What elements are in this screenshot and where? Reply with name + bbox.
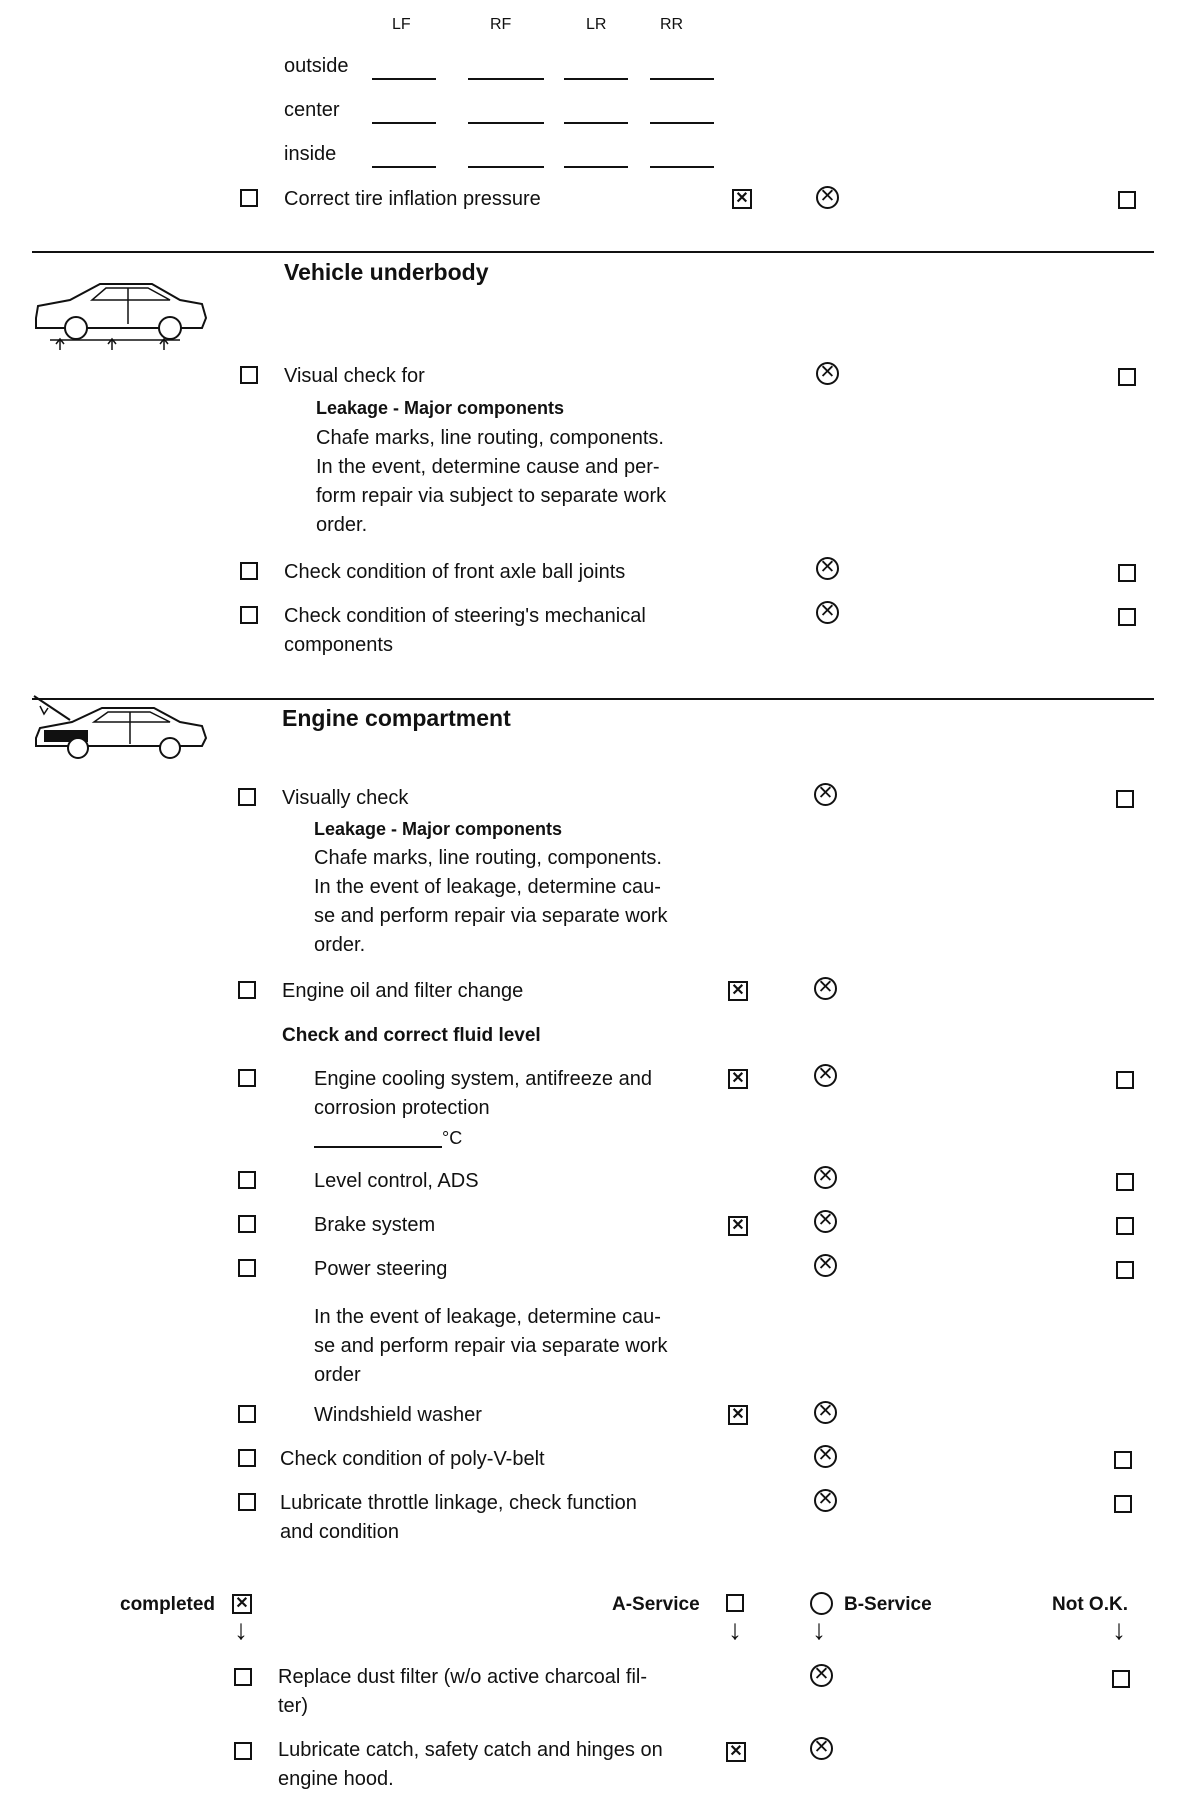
- checkbox-oil[interactable]: [238, 981, 256, 999]
- throttle-line: and condition: [280, 1521, 399, 1543]
- note-line: se and perform repair via separate work: [314, 1335, 668, 1357]
- down-arrow-icon: ↓: [234, 1614, 248, 1645]
- col-rr: RR: [660, 16, 684, 33]
- item-power-steering: Power steering: [314, 1258, 448, 1280]
- b-service-mark-icon: ✕: [816, 557, 839, 580]
- blank-center-lr[interactable]: [564, 122, 628, 124]
- checkbox-cooling[interactable]: [238, 1069, 256, 1087]
- not-ok-checkbox[interactable]: [1116, 790, 1134, 808]
- note-line: In the event of leakage, determine cau-: [314, 1306, 661, 1328]
- b-service-mark-icon: ✕: [814, 1445, 837, 1468]
- car-engine-icon: [30, 694, 208, 760]
- checkbox-steering[interactable]: [240, 606, 258, 624]
- not-ok-checkbox[interactable]: [1114, 1451, 1132, 1469]
- col-lr: LR: [586, 16, 607, 33]
- item-belt: Check condition of poly-V-belt: [280, 1448, 545, 1470]
- body-line: Chafe marks, line routing, components.: [316, 427, 664, 449]
- checkbox-hood[interactable]: [234, 1742, 252, 1760]
- item-steering: [284, 602, 646, 660]
- not-ok-checkbox[interactable]: [1118, 191, 1136, 209]
- item-underbody-visual-sub: Leakage - Major components: [316, 398, 565, 418]
- not-ok-checkbox[interactable]: [1118, 564, 1136, 582]
- body-line: form repair via subject to separate work: [316, 485, 667, 507]
- section-divider: [32, 251, 1154, 253]
- item-throttle: [280, 1489, 637, 1547]
- b-service-mark-icon: ✕: [814, 1210, 837, 1233]
- b-service-mark-icon: ✕: [810, 1737, 833, 1760]
- b-service-mark-icon: ✕: [814, 1166, 837, 1189]
- not-ok-checkbox[interactable]: [1116, 1261, 1134, 1279]
- b-service-mark-icon: ✕: [814, 977, 837, 1000]
- body-line: In the event of leakage, determine cau-: [314, 876, 661, 898]
- blank-inside-lf[interactable]: [372, 166, 436, 168]
- body-line: order.: [314, 934, 366, 956]
- body-line: se and perform repair via separate work: [314, 905, 668, 927]
- checkbox-engine-visual[interactable]: [238, 788, 256, 806]
- legend-b-service-icon: [810, 1592, 833, 1615]
- item-hood: [278, 1736, 663, 1794]
- item-cooling: [314, 1065, 652, 1123]
- item-brake: Brake system: [314, 1214, 436, 1236]
- checkbox-washer[interactable]: [238, 1405, 256, 1423]
- hood-line: Lubricate catch, safety catch and hinges on: [278, 1739, 663, 1761]
- blank-inside-rr[interactable]: [650, 166, 714, 168]
- temperature-blank[interactable]: [314, 1146, 442, 1148]
- section-title-underbody: Vehicle underbody: [284, 259, 489, 285]
- down-arrow-icon: ↓: [728, 1614, 742, 1645]
- item-oil: Engine oil and filter change: [282, 980, 524, 1002]
- row-outside: outside: [284, 55, 349, 77]
- item-level-control: Level control, ADS: [314, 1170, 479, 1192]
- b-service-mark-icon: ✕: [814, 1401, 837, 1424]
- body-line: order.: [316, 514, 368, 536]
- b-service-mark-icon: ✕: [816, 362, 839, 385]
- legend-completed: completed: [120, 1594, 216, 1615]
- dust-filter-line: ter): [278, 1695, 308, 1717]
- legend-b-service: B-Service: [844, 1594, 932, 1615]
- legend-a-service-icon: [726, 1594, 744, 1612]
- checkbox-underbody-visual[interactable]: [240, 366, 258, 384]
- blank-inside-lr[interactable]: [564, 166, 628, 168]
- item-underbody-visual: Visual check for: [284, 365, 425, 387]
- hood-line: engine hood.: [278, 1768, 394, 1790]
- b-service-mark-icon: ✕: [814, 783, 837, 806]
- item-dust-filter: [278, 1663, 647, 1721]
- not-ok-checkbox[interactable]: [1116, 1071, 1134, 1089]
- legend-not-ok: Not O.K.: [1052, 1594, 1128, 1615]
- legend-a-service: A-Service: [612, 1594, 700, 1615]
- down-arrow-icon: ↓: [812, 1614, 826, 1645]
- car-underbody-icon: [30, 270, 208, 352]
- checked-icon: ✕: [726, 1742, 746, 1762]
- throttle-line: Lubricate throttle linkage, check function: [280, 1492, 637, 1514]
- checked-icon: ✕: [728, 1216, 748, 1236]
- b-service-mark-icon: ✕: [810, 1664, 833, 1687]
- blank-center-lf[interactable]: [372, 122, 436, 124]
- steering-line: Check condition of steering's mechanical: [284, 605, 646, 627]
- not-ok-checkbox[interactable]: [1118, 368, 1136, 386]
- col-rf: RF: [490, 16, 512, 33]
- checked-icon: ✕: [728, 1069, 748, 1089]
- fluid-header: Check and correct fluid level: [282, 1025, 541, 1046]
- section-title-engine: Engine compartment: [282, 705, 511, 731]
- checkbox-belt[interactable]: [238, 1449, 256, 1467]
- cooling-line: corrosion protection: [314, 1097, 490, 1119]
- blank-inside-rf[interactable]: [468, 166, 544, 168]
- b-service-mark-icon: ✕: [816, 186, 839, 209]
- not-ok-checkbox[interactable]: [1114, 1495, 1132, 1513]
- checkbox-level-control[interactable]: [238, 1171, 256, 1189]
- blank-outside-rr[interactable]: [650, 78, 714, 80]
- temp-unit: °C: [442, 1128, 463, 1148]
- not-ok-checkbox[interactable]: [1116, 1173, 1134, 1191]
- note-line: order: [314, 1364, 361, 1386]
- item-underbody-visual-body: [316, 424, 666, 540]
- body-line: In the event, determine cause and per-: [316, 456, 660, 478]
- blank-center-rr[interactable]: [650, 122, 714, 124]
- blank-outside-lf[interactable]: [372, 78, 436, 80]
- checkbox-throttle[interactable]: [238, 1493, 256, 1511]
- blank-outside-lr[interactable]: [564, 78, 628, 80]
- b-service-mark-icon: ✕: [814, 1064, 837, 1087]
- checked-icon: ✕: [728, 981, 748, 1001]
- down-arrow-icon: ↓: [1112, 1614, 1126, 1645]
- checkbox-power-steering[interactable]: [238, 1259, 256, 1277]
- not-ok-checkbox[interactable]: [1118, 608, 1136, 626]
- col-lf: LF: [392, 16, 411, 33]
- item-washer: Windshield washer: [314, 1404, 482, 1426]
- checkbox-ball-joints[interactable]: [240, 562, 258, 580]
- b-service-mark-icon: ✕: [814, 1254, 837, 1277]
- checked-icon: ✕: [728, 1405, 748, 1425]
- checkbox-inflation[interactable]: [240, 189, 258, 207]
- checked-icon: ✕: [732, 189, 752, 209]
- blank-center-rf[interactable]: [468, 122, 544, 124]
- row-center: center: [284, 99, 340, 121]
- steering-line: components: [284, 634, 393, 656]
- b-service-mark-icon: ✕: [816, 601, 839, 624]
- item-ball-joints: Check condition of front axle ball joints: [284, 561, 626, 583]
- blank-outside-rf[interactable]: [468, 78, 544, 80]
- not-ok-checkbox[interactable]: [1116, 1217, 1134, 1235]
- dust-filter-line: Replace dust filter (w/o active charcoal fil-: [278, 1666, 648, 1688]
- leakage-note: [314, 1303, 668, 1390]
- b-service-mark-icon: ✕: [814, 1489, 837, 1512]
- item-engine-visual: Visually check: [282, 787, 409, 809]
- legend-completed-icon: ✕: [232, 1594, 252, 1614]
- row-inside: inside: [284, 143, 337, 165]
- not-ok-checkbox[interactable]: [1112, 1670, 1130, 1688]
- cooling-line: Engine cooling system, antifreeze and: [314, 1068, 652, 1090]
- body-line: Chafe marks, line routing, components.: [314, 847, 662, 869]
- checkbox-brake[interactable]: [238, 1215, 256, 1233]
- item-engine-visual-body: [314, 844, 668, 960]
- item-inflation: Correct tire inflation pressure: [284, 188, 541, 210]
- checkbox-dust-filter[interactable]: [234, 1668, 252, 1686]
- item-engine-visual-sub: Leakage - Major components: [314, 819, 563, 839]
